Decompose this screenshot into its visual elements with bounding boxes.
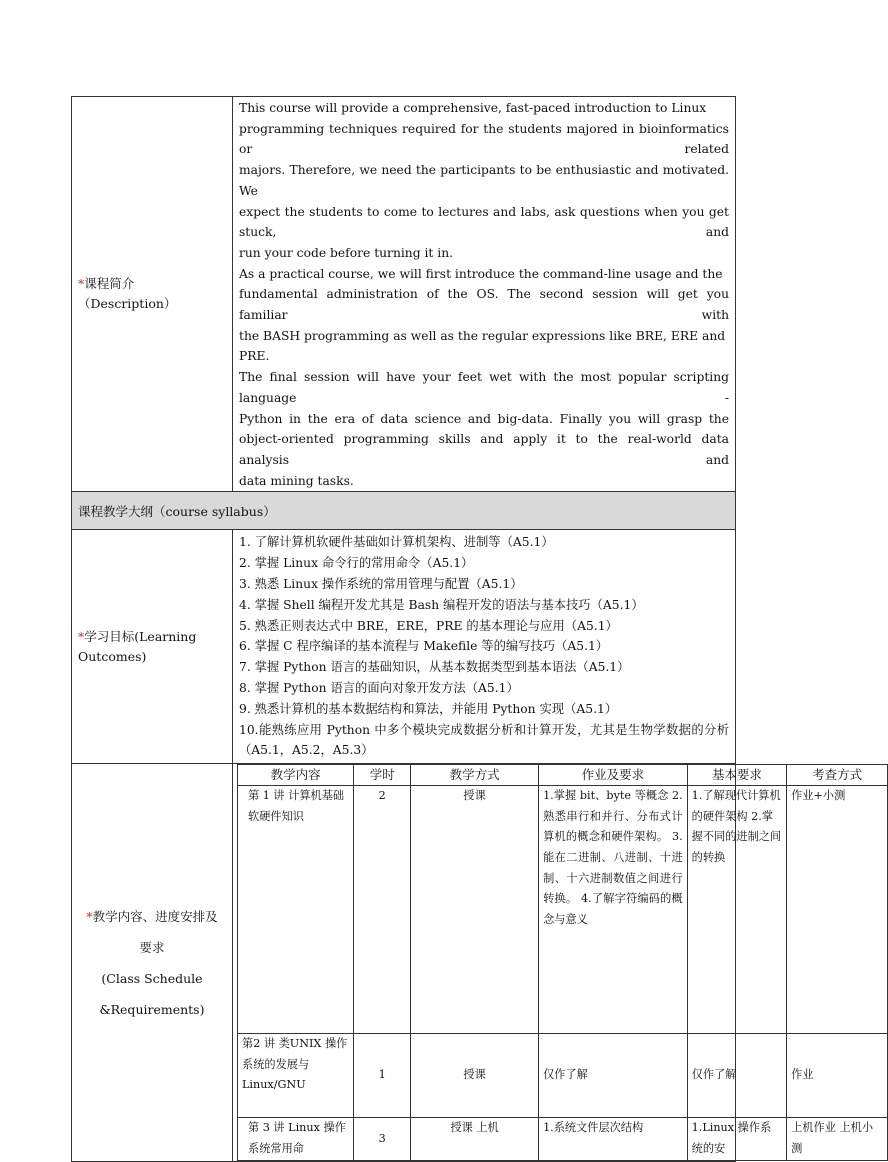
- lesson-hours: 3: [354, 1118, 411, 1161]
- description-line: This course will provide a comprehensive, fast-paced introduction to Linux: [239, 101, 707, 115]
- description-line: The final session will have your feet wet with the most popular scripting language -: [239, 370, 729, 405]
- header-homework: 作业及要求: [539, 765, 688, 786]
- syllabus-title: 课程教学大纲（course syllabus）: [72, 492, 736, 530]
- outcome-item: 1. 了解计算机软硬件基础如计算机架构、进制等（A5.1）: [239, 535, 554, 550]
- lesson-method: 授课 上机: [411, 1118, 539, 1161]
- description-row: [72, 97, 736, 492]
- schedule-header: [238, 765, 888, 786]
- lesson-method: 授课: [411, 786, 539, 1034]
- schedule-row: [72, 764, 736, 1162]
- lesson-exam: 上机作业 上机小测: [787, 1118, 888, 1161]
- outcomes-row: [72, 530, 736, 764]
- schedule-cell: [233, 764, 874, 1162]
- outcome-item: 3. 熟悉 Linux 操作系统的常用管理与配置（A5.1）: [239, 576, 523, 591]
- lesson-hours: 1: [354, 1034, 411, 1118]
- lesson-method: 授课: [411, 1034, 539, 1118]
- description-label: *课程简介（Description）: [72, 97, 233, 492]
- table-row: [238, 1118, 888, 1161]
- lesson-hours: 2: [354, 786, 411, 1034]
- description-line: the BASH programming as well as the regular expressions like BRE, ERE and PRE.: [239, 328, 726, 364]
- description-line: Python in the era of data science and big-data. Finally you will grasp the: [239, 411, 729, 426]
- table-row: [238, 1034, 888, 1118]
- lesson-basic: 仅作了解: [687, 1034, 787, 1118]
- description-line: majors. Therefore, we need the participants to be enthusiastic and motivated. We: [239, 163, 729, 198]
- header-exam: 考查方式: [787, 765, 888, 786]
- lesson-exam: 作业: [787, 1034, 888, 1118]
- outcome-item: 9. 熟悉计算机的基本数据结构和算法，并能用 Python 实现（A5.1）: [239, 701, 618, 716]
- lesson-content: 第 3 讲 Linux 操作系统常用命: [238, 1118, 354, 1161]
- lesson-content: 第2 讲 类UNIX 操作系统的发展与 Linux/GNU: [238, 1034, 354, 1118]
- schedule-table: [237, 764, 888, 1161]
- lesson-homework: 仅作了解: [539, 1034, 688, 1118]
- required-star: *: [78, 628, 85, 644]
- description-line: run your code before turning it in.: [239, 245, 454, 260]
- description-line: programming techniques required for the students majored in bioinformatics or related: [239, 121, 729, 157]
- description-line: fundamental administration of the OS. The second session will get you familiar with: [239, 287, 729, 323]
- syllabus-row: [72, 492, 736, 530]
- outcomes-list: [233, 530, 736, 764]
- outcome-item: 6. 掌握 C 程序编译的基本流程与 Makefile 等的编写技巧（A5.1）: [239, 639, 609, 654]
- header-method: 教学方式: [411, 765, 539, 786]
- required-star: *: [86, 908, 93, 924]
- outcome-item: 10.能熟练应用 Python 中多个模块完成数据分析和计算开发，尤其是生物学数据的分析（A5.1，A5.2，A5.3）: [239, 722, 729, 758]
- description-line: object-oriented programming skills and apply it to the real-world data analysis and: [239, 432, 729, 467]
- outcome-item: 5. 熟悉正则表达式中 BRE，ERE，PRE 的基本理论与应用（A5.1）: [239, 618, 618, 633]
- description-line: As a practical course, we will first introduce the command-line usage and the: [239, 266, 723, 281]
- description-line: expect the students to come to lectures and labs, ask questions when you get stuck, and: [239, 204, 729, 240]
- required-star: *: [78, 276, 85, 292]
- schedule-label: *教学内容、进度安排及 要求 (Class Schedule &Requirements): [72, 764, 233, 1162]
- header-hours: 学时: [354, 765, 411, 786]
- header-content: 教学内容: [238, 765, 354, 786]
- outcome-item: 2. 掌握 Linux 命令行的常用命令（A5.1）: [239, 556, 474, 571]
- table-row: [238, 786, 888, 1034]
- lesson-homework: 1.系统文件层次结构: [539, 1118, 688, 1161]
- outcome-item: 4. 掌握 Shell 编程开发尤其是 Bash 编程开发的语法与基本技巧（A5.1）: [239, 597, 644, 612]
- course-info-table: [71, 96, 874, 1162]
- description-text: [233, 97, 736, 492]
- lesson-basic: 1.Linux 操作系统的安: [687, 1118, 787, 1161]
- description-line: data mining tasks.: [239, 473, 354, 488]
- lesson-basic: 1.了解现代计算机的硬件架构 2.掌握不同的进制之间的转换: [687, 786, 787, 1034]
- lesson-homework: 1.掌握 bit、byte 等概念 2.熟悉串行和并行、分布式计算机的概念和硬件架构。 3.能在二进制、八进制、十进制、十六进制数值之间进行转换。 4.了解字符编码的概念与意义: [539, 786, 688, 1034]
- outcomes-label: *学习目标(Learning Outcomes): [72, 530, 233, 764]
- outcome-item: 8. 掌握 Python 语言的面向对象开发方法（A5.1）: [239, 680, 519, 695]
- header-basic: 基本要求: [687, 765, 787, 786]
- lesson-exam: 作业+小测: [787, 786, 888, 1034]
- outcome-item: 7. 掌握 Python 语言的基础知识，从基本数据类型到基本语法（A5.1）: [239, 660, 630, 675]
- lesson-content: 第 1 讲 计算机基础软硬件知识: [238, 786, 354, 1034]
